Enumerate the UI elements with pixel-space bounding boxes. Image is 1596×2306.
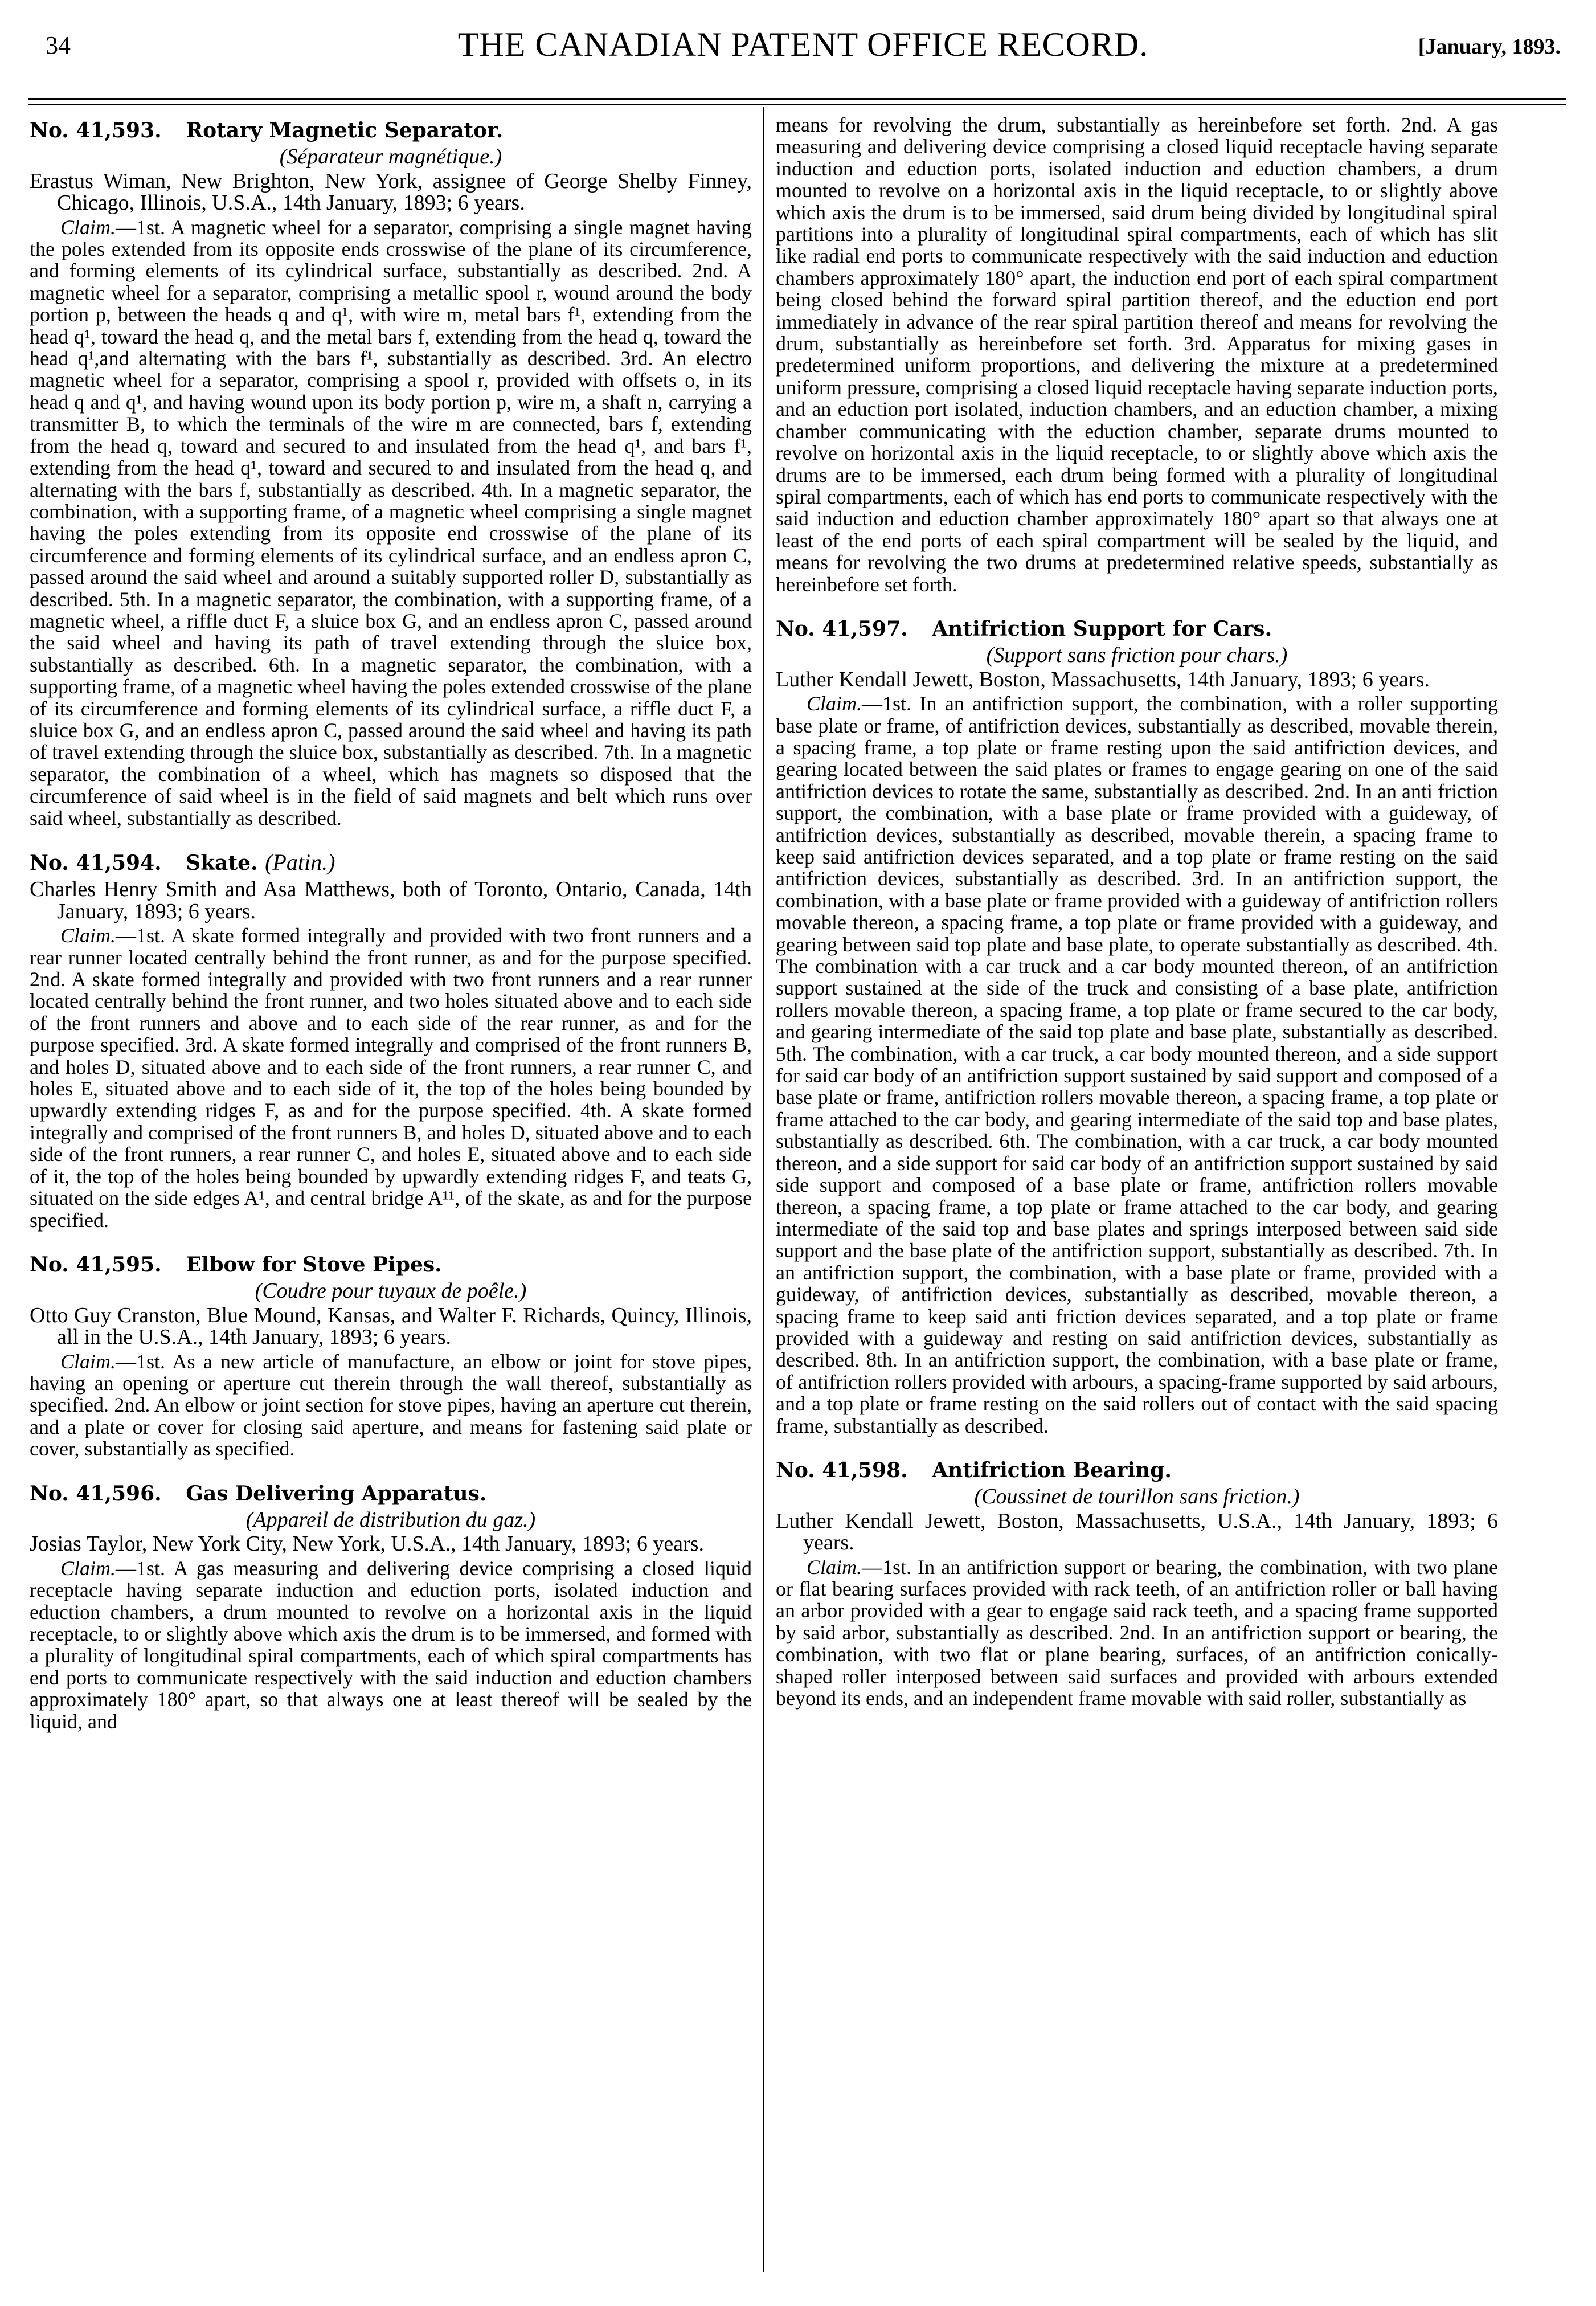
entry-heading <box>30 1483 752 1504</box>
claim-label: Claim. <box>60 924 116 947</box>
claim-text <box>776 1556 1498 1710</box>
right-column <box>776 114 1498 1732</box>
running-title: THE CANADIAN PATENT OFFICE RECORD. <box>457 26 1149 63</box>
patent-title: Skate. <box>186 851 258 875</box>
entry-heading <box>776 1459 1498 1481</box>
patent-entry-41598 <box>776 1459 1498 1709</box>
patent-entry-41595 <box>30 1254 752 1460</box>
column-divider <box>763 107 764 2272</box>
page-header <box>46 25 1561 71</box>
patent-number: No. 41,594. <box>30 851 162 875</box>
entry-heading <box>776 618 1498 640</box>
header-rule <box>28 98 1566 100</box>
claim-body: —1st. In an antifriction support, the combination, with a roller supporting base plate or frame, of antifriction devices, substantially as described, movable therein, a spacing frame, a top plate or frame resting upon the said antifriction devices, and gearing located between the said plates or frames to engage gearing on one of the said antifriction devices to rotate the same, substantially as described. 2nd. In an anti friction support, the combination, with a base plate or frame provided with a guideway, of antifriction devices, substantially as described, movable therein, a spacing frame to keep said antifriction devices separated, and a top plate or frame resting on the said antifriction devices, substantially as described. 3rd. In an antifriction support, the combination, with a base plate or frame provided with a guideway of antifriction rollers movable thereon, a spacing frame, a top plate or frame provided with a guideway, and gearing between said top plate and base plate, to operate substantially as described. 4th. The combination with a car truck and a car body mounted thereon, of an antifriction support sustained at the side of the truck and consisting of a base plate, antifriction rollers movable thereon, a spacing frame, a top plate or frame secured to the car body, and gearing intermediate of the said top plate and base plate, substantially as described. 5th. The combination, with a car truck, a car body mounted thereon, and a side support for said car body of an antifriction support sustained by said support and composed of a base plate or frame, antifriction rollers movable thereon, a spacing frame, a top plate or frame attached to the car body, and gearing intermediate of the said top and base plates, substantially as described. 6th. The combination, with a car truck, a car body mounted thereon, and a side support for said car body of an antifriction support sustained by said side support and composed of a base plate or frame, antifriction rollers movable thereon, a spacing frame, a top plate or frame attached to the car body, and gearing intermediate of the said top and base plates and springs interposed between said side support and the base plate of the antifriction support, substantially as described. 7th. In an antifriction support, the combination, with a base plate or frame, provided with a guideway, of antifriction devices, substantially as described, movable thereon, a spacing frame to keep said anti friction devices separated, and a top plate or frame provided with a guideway and resting on said antifriction devices, substantially as described. 8th. In an antifriction support, the combination, with a base plate or frame, of antifriction rollers provided with arbours, a spacing-frame supported by said arbours, and a top plate or frame resting on the said rollers out of contact with the said spacing frame, substantially as described. <box>776 692 1498 1437</box>
patent-title: Elbow for Stove Pipes. <box>186 1252 442 1277</box>
patent-number: No. 41,595. <box>30 1252 162 1277</box>
claim-label: Claim. <box>60 1556 116 1580</box>
patent-entry-41596-continued <box>776 114 1498 595</box>
entry-heading <box>30 120 752 141</box>
inventor-line: Luther Kendall Jewett, Boston, Massachusetts, 14th January, 1893; 6 years. <box>776 667 1430 692</box>
claim-label: Claim. <box>60 215 116 239</box>
patent-title: Gas Delivering Apparatus. <box>186 1481 487 1506</box>
claim-text <box>776 693 1498 1437</box>
french-title: (Coussinet de tourillon sans friction.) <box>974 1485 1300 1509</box>
inventor-line: Luther Kendall Jewett, Boston, Massachusetts, U.S.A., 14th January, 1893; 6 years. <box>776 1508 1498 1555</box>
claim-text <box>30 925 752 1231</box>
patent-title: Antifriction Support for Cars. <box>932 616 1272 641</box>
claim-body: —1st. As a new article of manufacture, an elbow or joint for stove pipes, having an opening or aperture cut therein through the wall thereof, substantially as specified. 2nd. An elbow or joint section for stove pipes, having an aperture cut therein, and a plate or cover for closing said aperture, and means for fastening said plate or cover, substantially as specified. <box>30 1350 752 1461</box>
inventor-line: Erastus Wiman, New Brighton, New York, assignee of George Shelby Finney, Chicago, Illinois, U.S.A., 14th January, 1893; 6 years. <box>30 169 752 215</box>
inventor-line: Otto Guy Cranston, Blue Mound, Kansas, and Walter F. Richards, Quincy, Illinois, all in the U.S.A., 14th January, 1893; 6 years. <box>30 1303 752 1350</box>
left-column <box>30 114 752 1755</box>
patent-title: Antifriction Bearing. <box>932 1458 1172 1482</box>
claim-text <box>30 1351 752 1460</box>
patent-number: No. 41,598. <box>776 1458 908 1482</box>
french-title: (Support sans friction pour chars.) <box>986 643 1288 668</box>
patent-entry-41596 <box>30 1483 752 1732</box>
claim-text <box>30 1557 752 1732</box>
patent-title: Rotary Magnetic Separator. <box>186 118 504 142</box>
claim-body: —1st. A magnetic wheel for a separator, comprising a single magnet having the poles extended from its opposite ends crosswise of the plane of its circumference, and forming elements of its cylindrical surface, substantially as described. 2nd. A magnetic wheel for a separator, comprising a metallic spool r, wound around the body portion p, between the heads q and q¹, with wire m, metal bars f¹, extending from the head q¹, toward the head q, and the metal bars f, extending from the head q, toward the head q¹,and alternating with the bars f¹, substantially as described. 3rd. An electro magnetic wheel for a separator, comprising a spool r, provided with offsets o, in its head q and q¹, and having wound upon its body portion p, wire m, a shaft n, carrying a transmitter B, to which the terminals of the wire m are connected, bars f, extending from the head q, toward and secured to and insulated from the head q¹, and bars f¹, extending from the head q¹, toward and secured to and insulated from the head q, and alternating with the bars f, substantially as described. 4th. In a magnetic separator, the combination, with a supporting frame, of a magnetic wheel comprising a single magnet having the poles extending from its opposite end crosswise of the plane of its circumference and forming elements of its cylindrical surface, and an endless apron C, passed around the said wheel and around a suitably supported roller D, substantially as described. 5th. In a magnetic separator, the combination, with a supporting frame, of a magnetic wheel, a riffle duct F, a sluice box G, and an endless apron C, passed around the said wheel and having its path of travel extending through the sluice box, substantially as described. 6th. In a magnetic separator, the combination, with a supporting frame, of a magnetic wheel having the poles extended crosswise of the plane of its circumference and forming elements of its cylindrical surface, a riffle duct F, a sluice box G, and an endless apron C, passed around the said wheel and having its path of travel extending through the sluice box, substantially as described. 7th. In a magnetic separator, the combination of a wheel, which has magnets so disposed that the circumference of said wheel is in the field of said magnets and belt which runs over said wheel, substantially as described. <box>30 215 752 829</box>
header-date: [January, 1893. <box>1418 35 1561 59</box>
inventor-line: Charles Henry Smith and Asa Matthews, both of Toronto, Ontario, Canada, 14th January, 1893; 6 years. <box>30 877 752 923</box>
french-title: (Appareil de distribution du gaz.) <box>245 1507 536 1532</box>
claim-body: —1st. A skate formed integrally and provided with two front runners and a rear runner located centrally behind the front runner, as and for the purpose specified. 2nd. A skate formed integrally and provided with two front runners and a rear runner located centrally behind the front runner, and two holes situated above and to each side of the front runners and above and to each side of the rear runner, as and for the purpose specified. 3rd. A skate formed integrally and comprised of the front runners B, and holes D, situated above and to each side of the front runners, a rear runner C, and holes E, situated above and to each side of it, the top of the holes being bounded by upwardly extending ridges F, as and for the purpose specified. 4th. A skate formed integrally and comprised of the front runners B, and holes D, situated above and to each side of the front runners, a rear runner C, and holes E, situated above and to each side of it, the top of the holes being bounded by upwardly extending ridges F, and teats G, situated on the side edges A¹, and central bridge A¹¹, of the skate, as and for the purpose specified. <box>30 924 752 1232</box>
header-rule-thin <box>28 104 1566 105</box>
claim-continuation: means for revolving the drum, substantially as hereinbefore set forth. 2nd. A gas measuring and delivering device comprising a closed liquid receptacle having separate induction and eduction ports, isolated induction and eduction chambers, a drum mounted to revolve on a horizontal axis in the liquid receptacle, to or slightly above which axis the drum is to be immersed, said drum being divided by longitudinal spiral partitions into a plurality of longitudinal spiral compartments, each of which has slit like radial end ports to communicate respectively with the said induction and eduction chambers approximately 180° apart, the induction end port of each spiral compartment being closed behind the forward spiral partition thereof, and the eduction end port immediately in advance of the rear spiral partition thereof and means for revolving the drum, substantially as hereinbefore set forth. 3rd. Apparatus for mixing gases in predetermined uniform proportions, and delivering the mixture at a predetermined uniform pressure, comprising a closed liquid receptacle having separate induction ports, and an eduction port isolated, induction chambers, and an eduction chamber, a mixing chamber communicating with the eduction chamber, separate drums mounted to revolve on horizontal axis in the liquid receptacle, to or slightly above which axis the drums are to be immersed, each drum being formed with a plurality of longitudinal spiral compartments, each of which has end ports to communicate respectively with the said induction and eduction chamber approximately 180° apart so that always one at least of the end ports of each spiral compartment will be sealed by the liquid, and means for revolving the two drums at predetermined relative speeds, substantially as hereinbefore set forth. <box>776 113 1498 596</box>
patent-entry-41597 <box>776 618 1498 1437</box>
patent-entry-41594 <box>30 849 752 1232</box>
french-title: (Coudre pour tuyaux de poêle.) <box>255 1279 527 1303</box>
claim-body: —1st. In an antifriction support or bearing, the combination, with two plane or flat bearing surfaces provided with rack teeth, of an antifriction roller or ball having an arbor provided with a gear to engage said rack teeth, and a spacing frame supported by said arbor, substantially as described. 2nd. In an antifriction support or bearing, the combination, with two flat or plane bearing, surfaces, of an antifriction conically-shaped roller interposed between said surfaces and provided with arbours extended beyond its ends, and an independent frame movable with said roller, substantially as <box>776 1555 1498 1710</box>
inventor-line: Josias Taylor, New York City, New York, U.S.A., 14th January, 1893; 6 years. <box>30 1532 704 1556</box>
french-title: (Séparateur magnétique.) <box>279 145 502 169</box>
patent-number: No. 41,593. <box>30 118 162 142</box>
patent-entry-41593 <box>30 120 752 829</box>
claim-body: —1st. A gas measuring and delivering device comprising a closed liquid receptacle having separate induction and eduction ports, isolated induction and eduction chambers, a drum mounted to revolve on a horizontal axis in the liquid receptacle, to or slightly above which axis the drum is to be immersed, and formed with a plurality of longitudinal spiral compartments, each of which spiral compartments has end ports to communicate respectively with the said induction and eduction chambers approximately 180° apart, so that always one at least thereof will be sealed by the liquid, and <box>30 1556 752 1733</box>
patent-number: No. 41,596. <box>30 1481 162 1506</box>
claim-label: Claim. <box>60 1350 116 1373</box>
claim-label: Claim. <box>807 692 862 715</box>
entry-heading <box>30 1254 752 1275</box>
entry-heading <box>30 849 752 875</box>
patent-number: No. 41,597. <box>776 616 908 641</box>
claim-text <box>30 216 752 829</box>
page-number: 34 <box>46 31 71 59</box>
french-title: (Patin.) <box>265 849 335 875</box>
claim-label: Claim. <box>807 1555 862 1579</box>
